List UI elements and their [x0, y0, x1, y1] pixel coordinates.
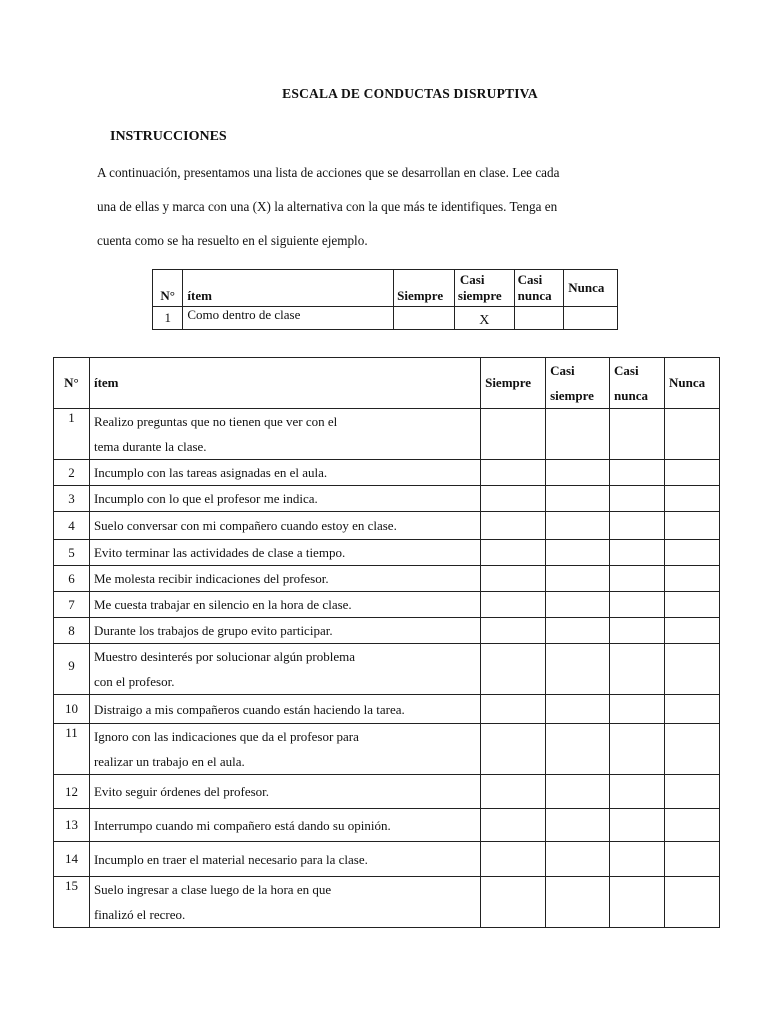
table-row — [54, 644, 720, 695]
example-item: Como dentro de clase — [183, 307, 394, 330]
document-title: ESCALA DE CONDUCTAS DISRUPTIVA — [282, 86, 538, 101]
header-casi-siempre-line1: Casi — [459, 272, 485, 287]
answer-cell-nunca[interactable] — [664, 592, 719, 618]
item-number: 6 — [54, 566, 90, 592]
table-row — [54, 592, 720, 618]
answer-cell-siempre[interactable] — [481, 540, 546, 566]
example-casi-siempre-cell[interactable]: X — [454, 307, 514, 330]
item-text — [89, 566, 480, 592]
item-number: 15 — [54, 877, 90, 928]
item-text-line: tema durante la clase. — [93, 439, 207, 454]
item-text — [89, 540, 480, 566]
item-text-line: Evito terminar las actividades de clase a tiempo. — [93, 545, 346, 560]
item-text-line: Ignoro con las indicaciones que da el profesor para — [93, 729, 359, 744]
header-casi-siempre-line2: siempre — [550, 388, 594, 403]
answer-cell-casi-nunca[interactable] — [610, 695, 665, 724]
answer-cell-casi-nunca[interactable] — [610, 512, 665, 540]
item-number: 1 — [54, 409, 90, 460]
answer-cell-casi-siempre[interactable] — [546, 566, 610, 592]
answer-cell-siempre[interactable] — [481, 618, 546, 644]
example-no: 1 — [153, 307, 183, 330]
table-row — [54, 486, 720, 512]
answer-cell-casi-siempre[interactable] — [546, 592, 610, 618]
header-casi-nunca-line2: nunca — [517, 288, 552, 303]
item-text — [89, 842, 480, 877]
item-number: 2 — [54, 460, 90, 486]
item-text — [89, 775, 480, 809]
answer-cell-casi-siempre[interactable] — [546, 809, 610, 842]
item-text — [89, 592, 480, 618]
answer-cell-nunca[interactable] — [664, 460, 719, 486]
answer-cell-nunca[interactable] — [664, 842, 719, 877]
answer-cell-siempre[interactable] — [481, 842, 546, 877]
item-text — [89, 644, 480, 695]
item-text-line: finalizó el recreo. — [93, 907, 186, 922]
item-number: 5 — [54, 540, 90, 566]
answer-cell-casi-nunca[interactable] — [610, 409, 665, 460]
item-text — [89, 512, 480, 540]
answer-cell-nunca[interactable] — [664, 566, 719, 592]
item-text-line: Realizo preguntas que no tienen que ver con el — [93, 414, 338, 429]
answer-cell-siempre[interactable] — [481, 512, 546, 540]
answer-cell-siempre[interactable] — [481, 592, 546, 618]
answer-cell-casi-siempre[interactable] — [546, 775, 610, 809]
item-text — [89, 877, 480, 928]
example-header-row — [153, 270, 618, 307]
item-text — [89, 486, 480, 512]
item-text-line: Suelo ingresar a clase luego de la hora en que — [93, 882, 332, 897]
header-casi-nunca-line1: Casi — [614, 363, 639, 378]
header-item: ítem — [183, 270, 394, 307]
answer-cell-casi-siempre[interactable] — [546, 724, 610, 775]
answer-cell-siempre[interactable] — [481, 566, 546, 592]
item-number: 4 — [54, 512, 90, 540]
item-text-line: con el profesor. — [93, 674, 175, 689]
item-number: 8 — [54, 618, 90, 644]
answer-cell-siempre[interactable] — [481, 460, 546, 486]
item-text-line: realizar un trabajo en el aula. — [93, 754, 245, 769]
answer-cell-nunca[interactable] — [664, 695, 719, 724]
instructions-heading: INSTRUCCIONES — [110, 129, 227, 144]
item-text-line: Incumplo en traer el material necesario para la clase. — [93, 851, 368, 867]
header-nunca: Nunca — [664, 358, 719, 409]
header-siempre: Siempre — [481, 358, 546, 409]
answer-cell-nunca[interactable] — [664, 775, 719, 809]
item-text — [89, 695, 480, 724]
header-casi-nunca — [514, 270, 564, 307]
item-text-line: Interrumpo cuando mi compañero está dando su opinión. — [93, 817, 391, 833]
header-casi-siempre — [546, 358, 610, 409]
answer-cell-nunca[interactable] — [664, 486, 719, 512]
header-no: N° — [54, 358, 90, 409]
answer-cell-casi-siempre[interactable] — [546, 618, 610, 644]
answer-cell-casi-siempre[interactable] — [546, 409, 610, 460]
item-number: 11 — [54, 724, 90, 775]
answer-cell-casi-siempre[interactable] — [546, 540, 610, 566]
header-casi-siempre-line1: Casi — [550, 363, 575, 378]
table-row — [54, 540, 720, 566]
item-number: 3 — [54, 486, 90, 512]
table-row — [54, 460, 720, 486]
answer-cell-casi-siempre[interactable] — [546, 460, 610, 486]
instructions-paragraph — [97, 156, 657, 258]
item-text-line: Incumplo con las tareas asignadas en el aula. — [93, 465, 328, 480]
answer-cell-nunca[interactable] — [664, 409, 719, 460]
answer-cell-casi-siempre[interactable] — [546, 877, 610, 928]
item-text — [89, 809, 480, 842]
instructions-line: una de ellas y marca con una (X) la alternativa con la que más te identifiques. Tenga en — [97, 199, 558, 214]
answer-cell-casi-nunca[interactable] — [610, 724, 665, 775]
header-casi-nunca-line2: nunca — [614, 388, 648, 403]
answer-cell-siempre[interactable] — [481, 644, 546, 695]
answer-cell-casi-siempre[interactable] — [546, 644, 610, 695]
header-item: ítem — [89, 358, 480, 409]
item-number: 9 — [54, 644, 90, 695]
example-table — [152, 269, 618, 330]
answer-cell-siempre[interactable] — [481, 775, 546, 809]
answer-cell-siempre[interactable] — [481, 809, 546, 842]
table-row — [54, 724, 720, 775]
behavior-scale-table — [53, 357, 720, 928]
answer-cell-nunca[interactable] — [664, 877, 719, 928]
item-text-line: Me molesta recibir indicaciones del profesor. — [93, 571, 329, 586]
table-row — [54, 809, 720, 842]
answer-cell-siempre[interactable] — [481, 695, 546, 724]
header-casi-nunca-line1: Casi — [517, 272, 543, 287]
answer-cell-casi-nunca[interactable] — [610, 842, 665, 877]
answer-cell-casi-nunca[interactable] — [610, 566, 665, 592]
item-text-line: Incumplo con lo que el profesor me indica. — [93, 491, 318, 506]
header-casi-siempre — [454, 270, 514, 307]
answer-cell-casi-nunca[interactable] — [610, 592, 665, 618]
table-row — [54, 877, 720, 928]
answer-cell-casi-nunca[interactable] — [610, 877, 665, 928]
table-header-row — [54, 358, 720, 409]
header-no: N° — [153, 270, 183, 307]
answer-cell-siempre[interactable] — [481, 409, 546, 460]
example-row — [153, 307, 618, 330]
answer-cell-nunca[interactable] — [664, 809, 719, 842]
table-row — [54, 775, 720, 809]
item-number: 14 — [54, 842, 90, 877]
item-text-line: Durante los trabajos de grupo evito participar. — [93, 623, 333, 638]
table-row — [54, 512, 720, 540]
item-number: 13 — [54, 809, 90, 842]
item-text-line: Suelo conversar con mi compañero cuando estoy en clase. — [93, 518, 397, 533]
item-number: 7 — [54, 592, 90, 618]
example-nunca-cell[interactable] — [564, 307, 618, 330]
answer-cell-nunca[interactable] — [664, 618, 719, 644]
answer-cell-nunca[interactable] — [664, 512, 719, 540]
item-text — [89, 460, 480, 486]
item-text — [89, 724, 480, 775]
table-row — [54, 842, 720, 877]
table-row — [54, 695, 720, 724]
answer-cell-casi-siempre[interactable] — [546, 695, 610, 724]
item-number: 12 — [54, 775, 90, 809]
header-nunca: Nunca — [564, 270, 618, 307]
answer-cell-casi-nunca[interactable] — [610, 809, 665, 842]
header-siempre: Siempre — [394, 270, 455, 307]
answer-cell-casi-nunca[interactable] — [610, 618, 665, 644]
answer-cell-casi-nunca[interactable] — [610, 540, 665, 566]
answer-cell-casi-nunca[interactable] — [610, 775, 665, 809]
item-text — [89, 618, 480, 644]
header-casi-siempre-line2: siempre — [457, 288, 502, 303]
table-row — [54, 618, 720, 644]
answer-cell-siempre[interactable] — [481, 877, 546, 928]
item-text-line: Me cuesta trabajar en silencio en la hora de clase. — [93, 597, 352, 612]
item-text-line: Muestro desinterés por solucionar algún problema — [93, 649, 355, 664]
answer-cell-siempre[interactable] — [481, 724, 546, 775]
answer-cell-nunca[interactable] — [664, 724, 719, 775]
answer-cell-casi-nunca[interactable] — [610, 644, 665, 695]
table-row — [54, 566, 720, 592]
item-text-line: Distraigo a mis compañeros cuando están haciendo la tarea. — [93, 701, 405, 717]
instructions-line: cuenta como se ha resuelto en el siguiente ejemplo. — [97, 233, 368, 248]
example-casi-nunca-cell[interactable] — [514, 307, 564, 330]
answer-cell-casi-nunca[interactable] — [610, 486, 665, 512]
answer-cell-casi-siempre[interactable] — [546, 486, 610, 512]
instructions-line: A continuación, presentamos una lista de acciones que se desarrollan en clase. Lee cada — [97, 165, 560, 180]
answer-cell-casi-nunca[interactable] — [610, 460, 665, 486]
answer-cell-nunca[interactable] — [664, 644, 719, 695]
header-casi-nunca — [610, 358, 665, 409]
answer-cell-casi-siempre[interactable] — [546, 842, 610, 877]
table-row — [54, 409, 720, 460]
item-text — [89, 409, 480, 460]
example-siempre-cell[interactable] — [394, 307, 455, 330]
item-text-line: Evito seguir órdenes del profesor. — [93, 784, 270, 799]
answer-cell-siempre[interactable] — [481, 486, 546, 512]
item-number: 10 — [54, 695, 90, 724]
answer-cell-nunca[interactable] — [664, 540, 719, 566]
answer-cell-casi-siempre[interactable] — [546, 512, 610, 540]
